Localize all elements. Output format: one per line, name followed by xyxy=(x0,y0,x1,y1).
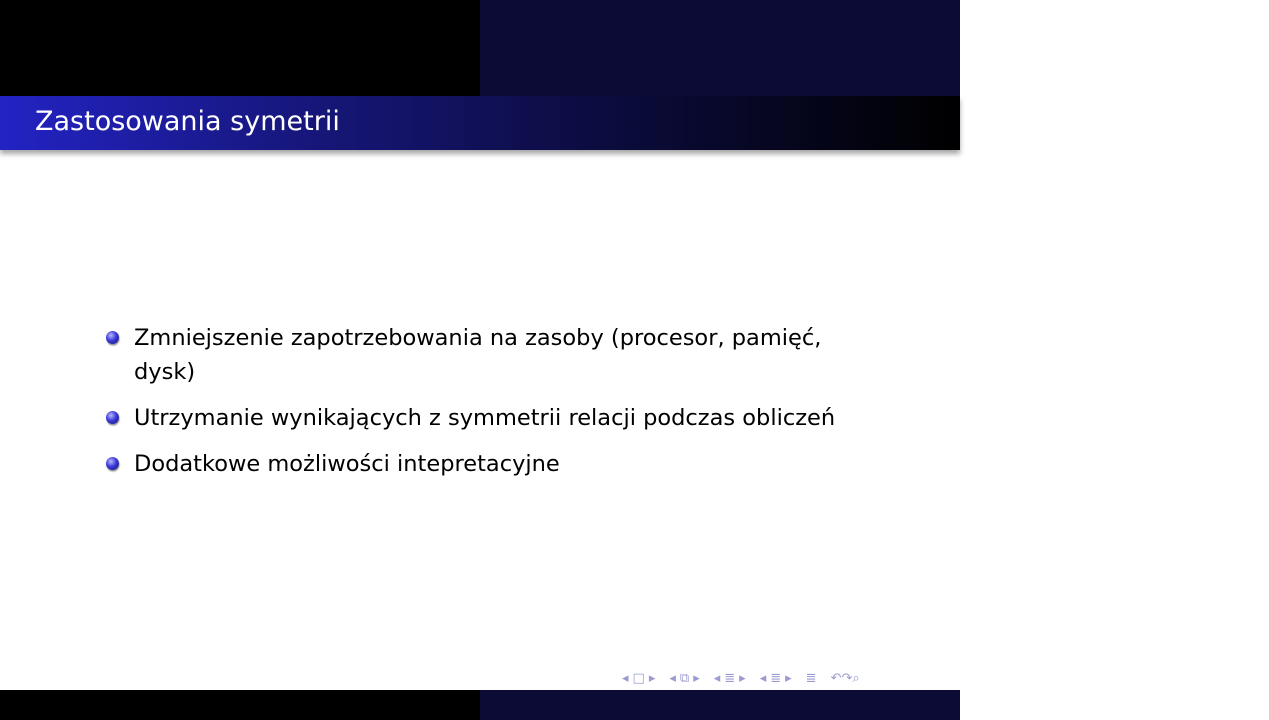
frame-next-icon[interactable]: ▸ xyxy=(693,671,700,686)
subsection-icon[interactable]: ≣ xyxy=(724,671,736,686)
footer-right-pane xyxy=(480,690,1269,720)
bullet-ball-icon xyxy=(106,457,119,470)
bullet-ball-icon xyxy=(106,331,119,344)
beamer-navigation-symbols xyxy=(620,670,862,688)
align-icon[interactable]: ≣ xyxy=(805,671,817,686)
slide-prev-icon[interactable]: ◂ xyxy=(622,671,629,686)
section-prev-icon[interactable]: ◂ xyxy=(759,671,767,686)
frame-title-bar xyxy=(0,96,960,150)
subsection-prev-icon[interactable]: ◂ xyxy=(713,671,721,686)
header-left-pane xyxy=(0,0,480,96)
bullet-text-continued: dysk) xyxy=(134,359,196,385)
footer-left-pane xyxy=(0,690,480,720)
bullet-item xyxy=(104,444,904,484)
slide-next-icon[interactable]: ▸ xyxy=(648,671,656,686)
footer-title: Symetria w obliczeniach molekularnych xyxy=(981,698,1269,714)
footer xyxy=(0,690,1269,720)
header-navigation xyxy=(0,0,960,96)
section-icon[interactable]: ≣ xyxy=(770,671,782,686)
bullet-text: Utrzymanie wynikających z symmetrii relacji podczas obliczeń xyxy=(134,405,836,431)
bullet-text: Zmniejszenie zapotrzebowania na zasoby (procesor, pamięć, xyxy=(134,325,822,351)
slide-icon[interactable]: □ xyxy=(632,671,645,686)
bullet-text: Dodatkowe możliwości intepretacyjne xyxy=(134,451,560,477)
bullet-ball-icon xyxy=(106,411,119,424)
section-next-icon[interactable]: ▸ xyxy=(785,671,792,686)
frame-title: Zastosowania symetrii xyxy=(35,106,340,137)
frame-prev-icon[interactable]: ◂ xyxy=(669,671,676,686)
bullet-item xyxy=(104,318,904,392)
subsection-next-icon[interactable]: ▸ xyxy=(739,671,746,686)
back-forward-search-icon[interactable]: ↶↷⌕ xyxy=(830,671,860,686)
header-right-pane xyxy=(480,0,960,96)
bullet-item xyxy=(104,398,904,438)
bullet-list xyxy=(104,318,904,484)
frame-icon[interactable]: ⧉ xyxy=(679,671,690,686)
